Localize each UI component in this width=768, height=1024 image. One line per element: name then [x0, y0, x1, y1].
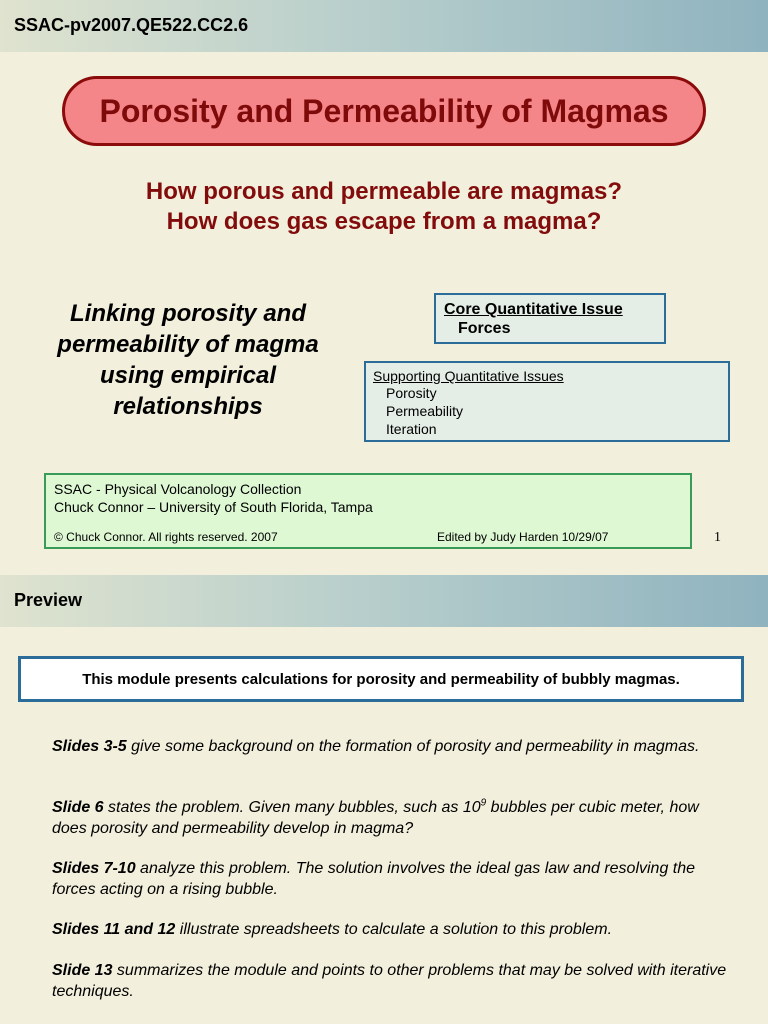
- author-affiliation: Chuck Connor – University of South Florida, Tampa: [54, 499, 373, 515]
- module-summary: This module presents calculations for porosity and permeability of bubbly magmas.: [82, 670, 680, 688]
- exponent: 9: [480, 797, 487, 809]
- subtitle-question-1: How porous and permeable are magmas?: [145, 178, 623, 205]
- copyright-notice: © Chuck Connor. All rights reserved. 2007: [54, 530, 278, 544]
- slide-description-text: states the problem. Given many bubbles, such as 10: [103, 799, 481, 816]
- page-title: Porosity and Permeability of Magmas: [99, 92, 669, 129]
- supporting-issue-item: Iteration: [386, 421, 437, 437]
- slide-description-text: analyze this problem. The solution involves the ideal gas law and resolving the forces acting on a rising bubble.: [52, 860, 696, 898]
- slide-description: [52, 919, 732, 940]
- supporting-issues-box: [364, 361, 730, 442]
- slide-description: [52, 858, 732, 900]
- supporting-issues-heading: Supporting Quantitative Issues: [373, 368, 564, 384]
- section-title: Preview: [14, 590, 83, 610]
- core-issue-heading: Core Quantitative Issue: [444, 301, 623, 318]
- slide-description-text: bubbles per cubic meter, how does porosity and permeability develop in magma?: [52, 799, 699, 837]
- supporting-issue-item: Porosity: [386, 385, 437, 401]
- edited-by: Edited by Judy Harden 10/29/07: [437, 530, 609, 544]
- slide-range-label: Slides 3-5: [52, 738, 127, 755]
- module-summary-box: [18, 656, 744, 702]
- page-number: 1: [714, 530, 721, 545]
- slide-description: [52, 960, 732, 1002]
- slide-description-text: summarizes the module and points to other problems that may be solved with iterative techniques.: [52, 962, 727, 1000]
- collection-name: SSAC - Physical Volcanology Collection: [54, 481, 302, 497]
- slide-range-label: Slide 13: [52, 962, 113, 979]
- credits-box: [44, 473, 692, 549]
- slide-range-label: Slides 7-10: [52, 860, 136, 877]
- subtitle-question-2: How does gas escape from a magma?: [166, 208, 602, 235]
- slide-header-bar: [0, 0, 768, 52]
- slide-range-label: Slides 11 and 12: [52, 921, 176, 938]
- core-issue-box: [434, 293, 666, 344]
- supporting-issue-item: Permeability: [386, 403, 464, 419]
- slide-header-bar: [0, 575, 768, 627]
- slide-id-label: SSAC-pv2007.QE522.CC2.6: [14, 15, 249, 35]
- slide-description-text: give some background on the formation of porosity and permeability in magmas.: [126, 738, 700, 755]
- slide-description: [52, 797, 732, 839]
- linking-statement: Linking porosity and permeability of magma using empirical relationships: [57, 300, 319, 420]
- slide-range-label: Slide 6: [52, 799, 104, 816]
- slide-description: [52, 736, 732, 757]
- core-issue-item: Forces: [458, 320, 511, 337]
- slide-description-text: illustrate spreadsheets to calculate a solution to this problem.: [175, 921, 613, 938]
- title-banner: [62, 76, 706, 146]
